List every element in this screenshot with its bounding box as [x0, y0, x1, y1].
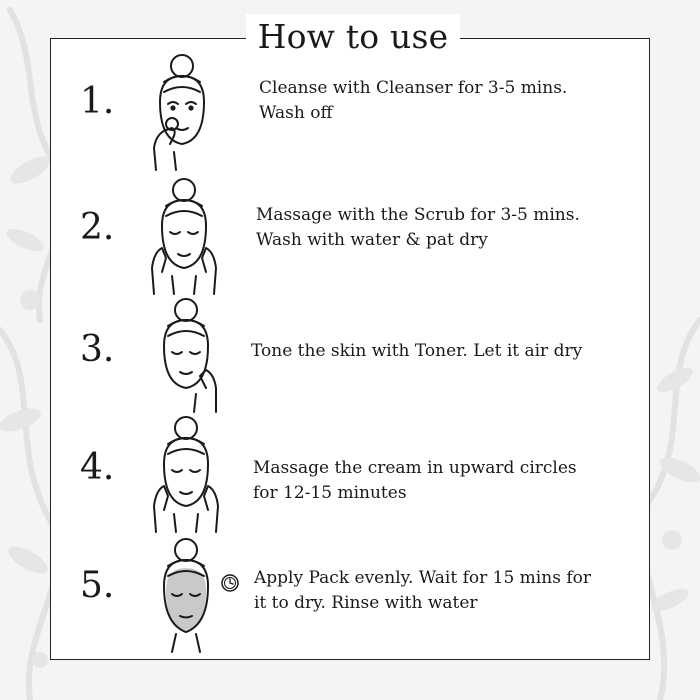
page-title: How to use: [246, 14, 460, 60]
step-number: 3.: [80, 329, 115, 370]
step-number: 4.: [80, 447, 115, 488]
face-massage-icon: [148, 176, 220, 296]
step-number: 2.: [80, 207, 115, 248]
face-cleansing-icon: [146, 52, 218, 172]
step-description: Tone the skin with Toner. Let it air dry: [251, 341, 583, 361]
face-cream-icon: [150, 414, 222, 534]
step-description: Apply Pack evenly. Wait for 15 mins for it to dry. Rinse with water: [254, 568, 591, 613]
step-number: 5.: [80, 565, 115, 606]
step-description: Massage with the Scrub for 3-5 mins. Wash with water & pat dry: [256, 205, 580, 250]
face-toning-icon: [150, 296, 222, 414]
step-description: Massage the cream in upward circles for 12-15 minutes: [253, 458, 577, 503]
step-description: Cleanse with Cleanser for 3-5 mins. Wash off: [259, 78, 568, 123]
step-number: 1.: [80, 81, 115, 122]
timer-clock-icon: [220, 573, 240, 593]
face-mask-icon: [150, 536, 222, 654]
